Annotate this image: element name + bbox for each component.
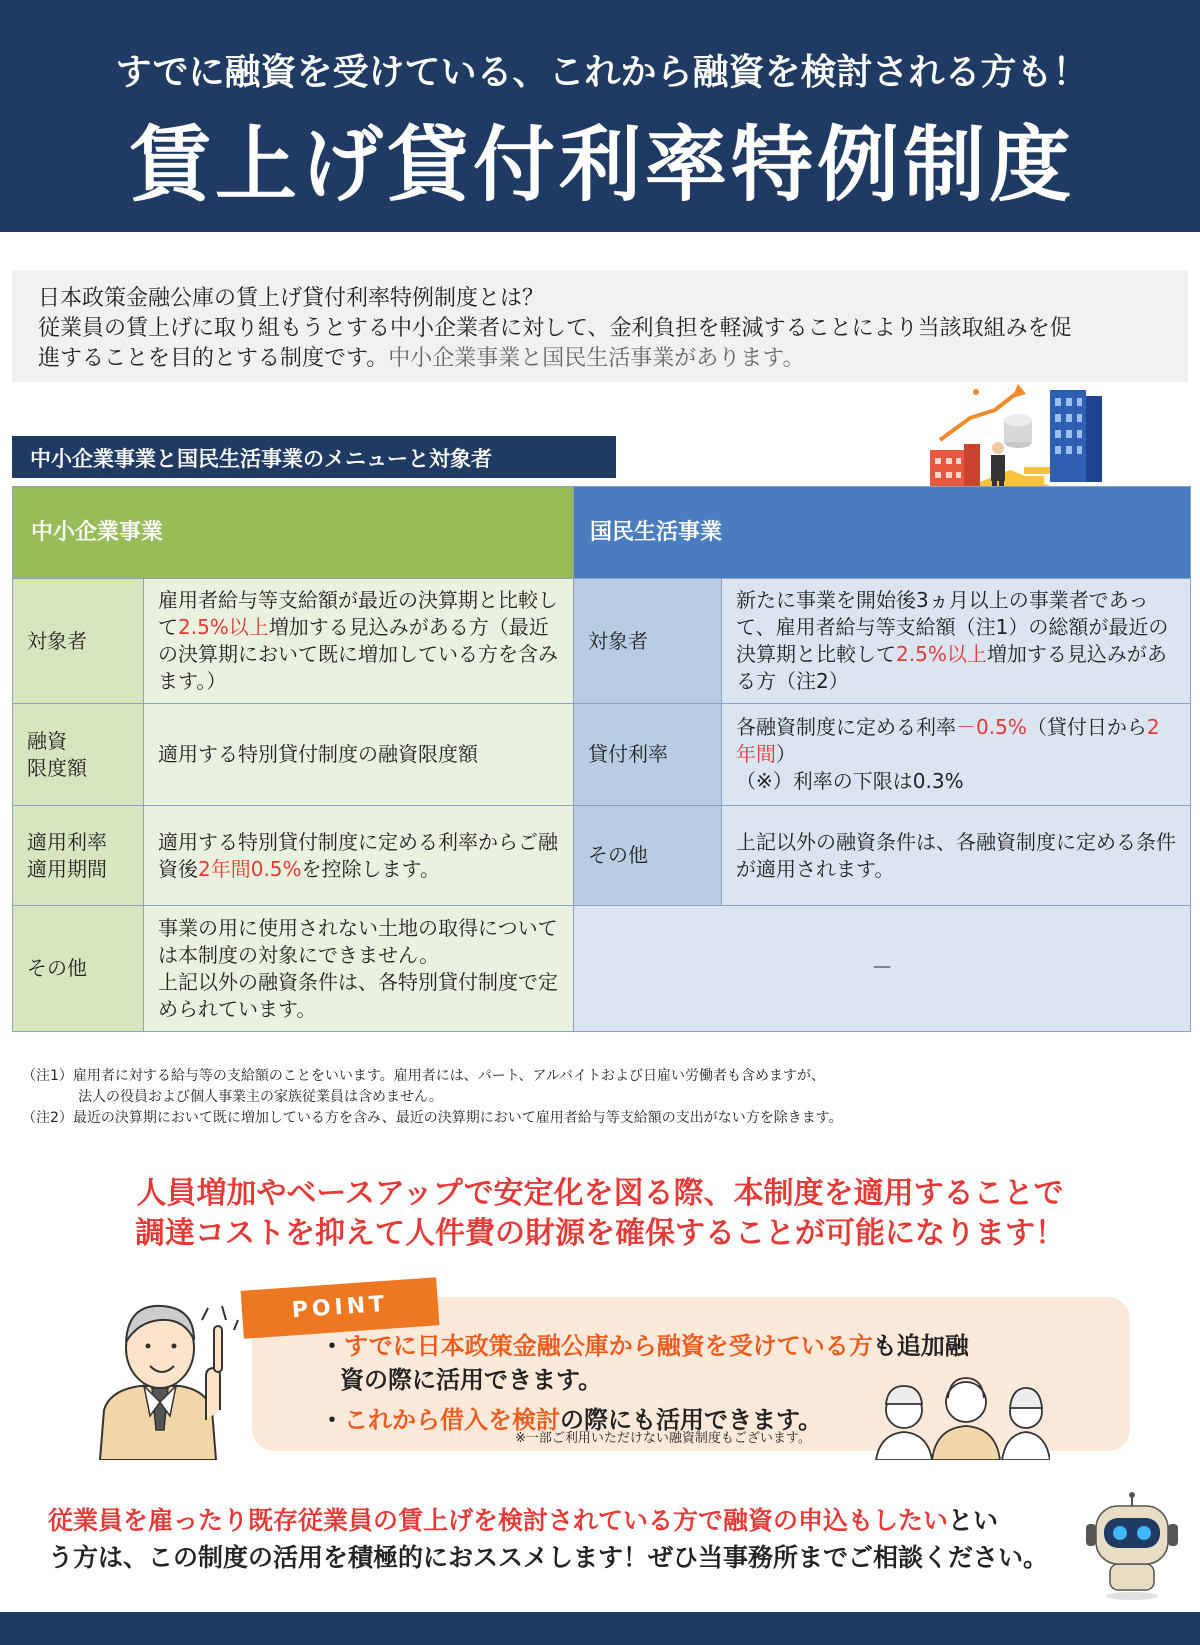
intro-line-1: 日本政策金融公庫の賃上げ貸付利率特例制度とは？ [38, 286, 545, 311]
row2-left-label: 融資 限度額 [13, 704, 144, 806]
page-title: 賃上げ貸付利率特例制度 [128, 118, 1075, 213]
row3-left-cell: 適用する特別貸付制度に定める利率からご融資後2年間0.5%を控除します。 [144, 806, 574, 906]
row4-left-cell: 事業の用に使用されない土地の取得については本制度の対象にできません。 上記以外の融資条件は、各特別貸付制度で定められています。 [144, 906, 574, 1032]
section-heading: 中小企業事業と国民生活事業のメニューと対象者 [12, 436, 616, 478]
header-subtitle: すでに融資を受けている、これから融資を検討される方も！ [115, 52, 1089, 93]
row2-left-cell: 適用する特別貸付制度の融資限度額 [144, 704, 574, 806]
header-banner [0, 0, 1200, 232]
note-1: （注1）雇用者に対する給与等の支給額のことをいいます。雇用者には、パート、アルバイトおよび日雇い労働者も含めますが、 [22, 1068, 825, 1084]
point-tag: POINT [241, 1277, 440, 1339]
row3-right-label: その他 [574, 806, 722, 906]
intro-line-2: 従業員の賃上げに取り組もうとする中小企業者に対して、金利負担を軽減することにより当該取組みを促 [38, 316, 1072, 341]
intro-line-3-gray: 中小企業事業と国民生活事業があります。 [388, 346, 805, 371]
note-2: （注2）最近の決算期において既に増加している方を含み、最近の決算期において雇用者給与等支給額の支出がない方を除きます。 [22, 1110, 843, 1126]
row4-right-cell: － [574, 906, 1191, 1032]
row1-right-cell: 新たに事業を開始後3ヵ月以上の事業者であって、雇用者給与等支給額（注1）の総額が最近の決算期と比較して2.5%以上増加する見込みがある方（注2） [722, 579, 1191, 704]
header-kokumin: 国民生活事業 [574, 487, 1191, 579]
pointing-man-illustration [80, 1290, 240, 1460]
point-bullet-2: ・これから借入を検討の際にも活用できます。 [320, 1406, 823, 1434]
row1-right-label: 対象者 [574, 579, 722, 704]
row4-left-label: その他 [13, 906, 144, 1032]
coin-stack-icon [973, 389, 1032, 448]
intro-box [12, 270, 1188, 382]
footer-line1-rest: とい [948, 1506, 999, 1535]
menu-table [12, 486, 1191, 1032]
intro-line-3-text: 進することを目的とする制度です。 [38, 346, 389, 371]
highlight-message: 人員増加やベースアップで安定化を図る際、本制度を適用することで 調達コストを抑えて人件費の財源を確保することが可能になります！ [135, 1176, 1065, 1251]
header-chusho: 中小企業事業 [13, 487, 574, 579]
row3-left-label: 適用利率 適用期間 [13, 806, 144, 906]
row3-right-cell: 上記以外の融資条件は、各融資制度に定める条件が適用されます。 [722, 806, 1191, 906]
workers-illustration [870, 1370, 1050, 1460]
intro-line-3 [38, 344, 1188, 374]
footer-red-text: 従業員を雇ったり既存従業員の賃上げを検討されている方で融資の申込もしたい [48, 1506, 949, 1535]
row1-left-cell: 雇用者給与等支給額が最近の決算期と比較して2.5%以上増加する見込みがある方（最近の決算期において既に増加している方を含みます。） [144, 579, 574, 704]
point-bullet-1-cont: 資の際に活用できます。 [340, 1366, 603, 1394]
row2-right-label: 貸付利率 [574, 704, 722, 806]
bottom-bar [0, 1612, 1200, 1645]
row2-right-cell: 各融資制度に定める利率－0.5%（貸付日から2年間） （※）利率の下限は0.3% [722, 704, 1191, 806]
point-bullet-1: ・すでに日本政策金融公庫から融資を受けている方も追加融 [320, 1332, 969, 1360]
point-note: ※一部ご利用いただけない融資制度もございます。 [515, 1431, 811, 1446]
footnotes [22, 1066, 843, 1129]
footer-line2: う方は、この制度の活用を積極的におススメします！ぜひ当事務所までご相談ください。 [48, 1543, 1049, 1572]
footer-message [48, 1502, 1078, 1576]
note-1-cont: 法人の役員および個人事業主の家族従業員は含めません。 [78, 1089, 443, 1105]
row1-left-label: 対象者 [13, 579, 144, 704]
robot-mascot-icon [1082, 1490, 1182, 1600]
